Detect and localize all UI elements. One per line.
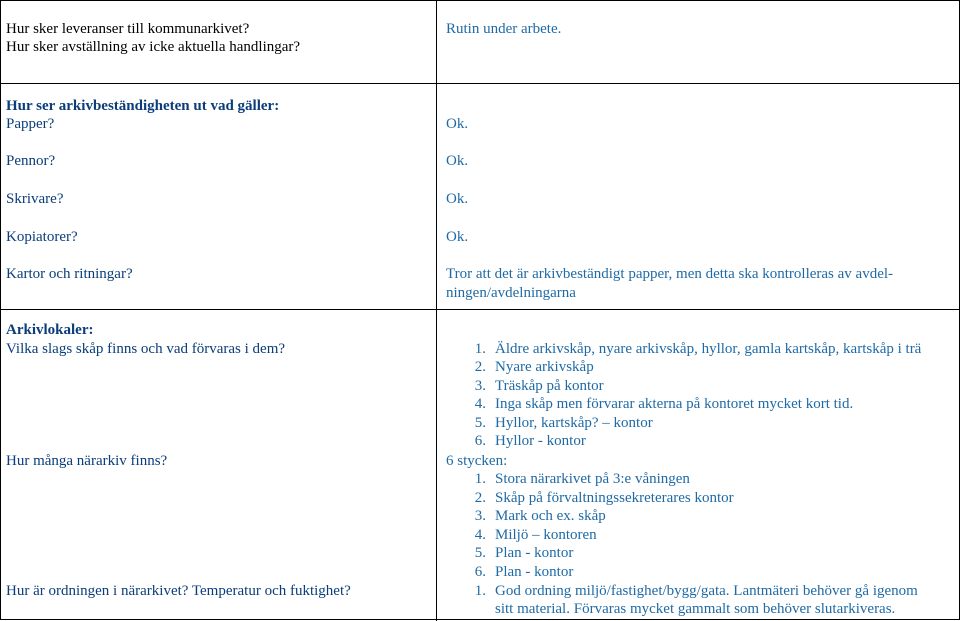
section-heading: Hur ser arkivbeständigheten ut vad gäller: [6, 98, 280, 114]
answer-text: God ordning miljö/fastighet/bygg/gata. Lantmäteri behöver gå igenom [495, 583, 918, 599]
row-divider [0, 309, 960, 310]
list-number: 4. [474, 527, 486, 543]
answer-text: ningen/avdelningarna [446, 285, 576, 301]
question-text: Papper? [6, 116, 55, 132]
question-text: Hur är ordningen i närarkivet? Temperatur och fuktighet? [6, 583, 351, 599]
list-number: 2. [474, 490, 486, 506]
list-item: Plan - kontor [495, 564, 574, 580]
answer-text: Ok. [446, 153, 469, 169]
list-item: Hyllor, kartskåp? – kontor [495, 415, 653, 431]
answer-text: Tror att det är arkivbeständigt papper, men detta ska kontrolleras av avdel- [446, 266, 894, 282]
list-item: Nyare arkivskåp [495, 359, 594, 375]
question-text: Hur många närarkiv finns? [6, 453, 168, 469]
list-item: Stora närarkivet på 3:e våningen [495, 471, 690, 487]
answer-text: Ok. [446, 116, 469, 132]
list-number: 1. [474, 341, 486, 357]
list-number: 2. [474, 359, 486, 375]
list-item: Miljö – kontoren [495, 527, 597, 543]
question-text: Skrivare? [6, 191, 64, 207]
answer-text: Ok. [446, 191, 469, 207]
list-number: 1. [474, 471, 486, 487]
list-number: 3. [474, 378, 486, 394]
list-item: Plan - kontor [495, 545, 574, 561]
list-number: 5. [474, 545, 486, 561]
row-divider [0, 0, 960, 1]
question-text: Pennor? [6, 153, 56, 169]
list-number: 3. [474, 508, 486, 524]
list-item: Äldre arkivskåp, nyare arkivskåp, hyllor, gamla kartskåp, kartskåp i trä [495, 341, 922, 357]
list-number: 5. [474, 415, 486, 431]
question-text: Kartor och ritningar? [6, 266, 133, 282]
column-divider [436, 0, 437, 621]
answer-text: sitt material. Förvaras mycket gammalt som behöver slutarkiveras. [495, 601, 896, 617]
question-text: Kopiatorer? [6, 229, 78, 245]
list-number: 6. [474, 564, 486, 580]
answer-text: 6 stycken: [446, 453, 508, 469]
list-item: Hyllor - kontor [495, 433, 586, 449]
list-number: 6. [474, 433, 486, 449]
answer-text: Rutin under arbete. [446, 21, 562, 37]
question-text: Vilka slags skåp finns och vad förvaras i dem? [6, 341, 286, 357]
question-text: Hur sker leveranser till kommunarkivet? [6, 21, 250, 37]
answer-text: Ok. [446, 229, 469, 245]
section-heading: Arkivlokaler: [6, 322, 94, 338]
list-item: Inga skåp men förvarar akterna på kontoret mycket kort tid. [495, 396, 854, 412]
list-item: Träskåp på kontor [495, 378, 604, 394]
question-text: Hur sker avställning av icke aktuella handlingar? [6, 39, 301, 55]
row-divider [0, 83, 960, 84]
list-item: Skåp på förvaltningssekreterares kontor [495, 490, 734, 506]
list-number: 4. [474, 396, 486, 412]
list-number: 1. [474, 583, 486, 599]
list-item: Mark och ex. skåp [495, 508, 606, 524]
